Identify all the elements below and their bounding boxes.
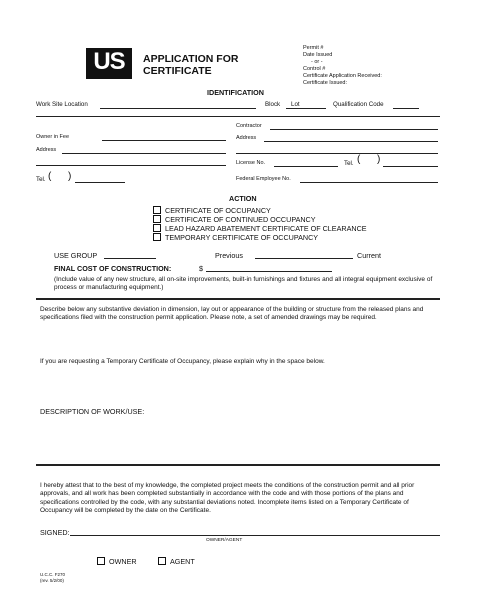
option-lead-hazard[interactable] [153,224,367,233]
qualification-code-field[interactable] [393,108,419,109]
temporary-instructions: If you are requesting a Temporary Certificate of Occupancy, please explain why in the space below. [40,358,325,365]
federal-employee-no-label: Federal Employee No. [236,176,291,182]
option-label: CERTIFICATE OF CONTINUED OCCUPANCY [165,215,316,224]
license-no-field[interactable] [274,166,338,167]
final-cost-field[interactable] [206,271,332,272]
logo-underbar [86,76,132,79]
final-cost-label: FINAL COST OF CONSTRUCTION: [54,264,172,273]
checkbox-icon[interactable] [97,557,105,565]
divider-1 [36,116,440,117]
lot-field[interactable] [304,108,326,109]
block-label: Block [265,101,281,108]
checkbox-icon[interactable] [153,206,161,214]
contractor-address-field-2[interactable] [236,153,438,154]
date-issued-label: Date Issued [303,52,333,58]
permit-label: Permit # [303,45,324,51]
attestation-text: I hereby attest that to the best of my knowledge, the completed project meets the conditions of the construction permit and all prior approvals, and all work has been completed substantially in accordance with the code and with those portions of the plans and specifications controlled by the code, with any substantial deviations noted. Incomplete items listed on a Temporary Certificate of Occupancy will be completed by the date on the Certificate. [40,482,415,515]
owner-agent-caption: OWNER/AGENT [206,538,243,543]
owner-address-field[interactable] [62,153,226,154]
signed-label: SIGNED: [40,528,70,537]
cert-issued-label: Certificate Issued: [303,80,348,86]
qualification-code-label: Qualification Code [333,101,384,108]
form-revision: (rev. 5/2/00) [40,578,64,583]
contractor-label: Contractor [236,123,262,129]
address-label-left: Address [36,147,57,153]
checkbox-icon[interactable] [158,557,166,565]
agent-option-label: AGENT [170,557,195,566]
tel-area-code-right[interactable]: ( ) [357,154,381,165]
lot-label: Lot [291,101,300,108]
work-site-location-field[interactable] [100,108,256,109]
tel-area-code-left[interactable]: ( ) [48,171,72,182]
contractor-field[interactable] [270,129,438,130]
option-label: CERTIFICATE OF OCCUPANCY [165,206,271,215]
previous-label: Previous [215,251,243,260]
previous-field[interactable] [255,258,353,259]
address-label-right: Address [236,135,257,141]
divider-3 [36,464,440,466]
page-title [143,53,238,77]
federal-employee-no-field[interactable] [300,182,438,183]
owner-in-fee-label: Owner in Fee [36,134,70,140]
owner-option-label: OWNER [109,557,137,566]
deviation-instructions: Describe below any substantive deviation in dimension, lay out or appearance of the building or structure from the released plans and specifications filed with the construction permit application. Please note, a set of amended drawings may be required. [40,306,424,321]
dollar-sign: $ [199,264,203,273]
owner-in-fee-field[interactable] [102,140,226,141]
option-certificate-of-occupancy[interactable] [153,206,271,215]
checkbox-icon[interactable] [153,215,161,223]
identification-heading: IDENTIFICATION [207,88,264,97]
owner-address-field-2[interactable] [36,165,226,166]
option-continued-occupancy[interactable] [153,215,316,224]
block-field[interactable] [286,108,306,109]
action-heading: ACTION [229,194,257,203]
option-temporary-certificate[interactable] [153,233,318,242]
signature-field[interactable] [70,535,440,536]
divider-2 [36,298,440,300]
logo-text: US [93,48,125,75]
license-no-label: License No. [236,160,266,166]
title-line-2: CERTIFICATE [143,65,212,77]
control-label: Control # [303,66,326,72]
form-number: U.C.C. F270 [40,572,66,577]
use-group-label: USE GROUP [54,251,98,260]
checkbox-icon[interactable] [153,224,161,232]
tel-label-left: Tel. [36,176,46,183]
cert-received-label: Certificate Application Received: [303,73,382,79]
option-label: LEAD HAZARD ABATEMENT CERTIFICATE OF CLEARANCE [165,224,367,233]
current-label: Current [357,251,381,260]
logo [86,48,132,78]
contractor-address-field[interactable] [264,141,438,142]
tel-field-right[interactable] [383,166,438,167]
owner-option[interactable] [97,557,137,566]
option-label: TEMPORARY CERTIFICATE OF OCCUPANCY [165,233,319,242]
or-label: - or - [311,59,323,65]
checkbox-icon[interactable] [153,233,161,241]
work-site-location-label: Work Site Location [36,101,88,108]
final-cost-note: (Include value of any new structure, all on-site improvements, built-in furnishings and fixtures and all integral equipment exclusive of process or manufacturing equipment.) [54,276,433,291]
use-group-field[interactable] [104,258,156,259]
description-label: DESCRIPTION OF WORK/USE: [40,407,145,416]
title-line-1: APPLICATION FOR [143,53,239,65]
tel-label-right: Tel. [344,160,354,167]
agent-option[interactable] [158,557,195,566]
tel-field-left[interactable] [75,182,125,183]
